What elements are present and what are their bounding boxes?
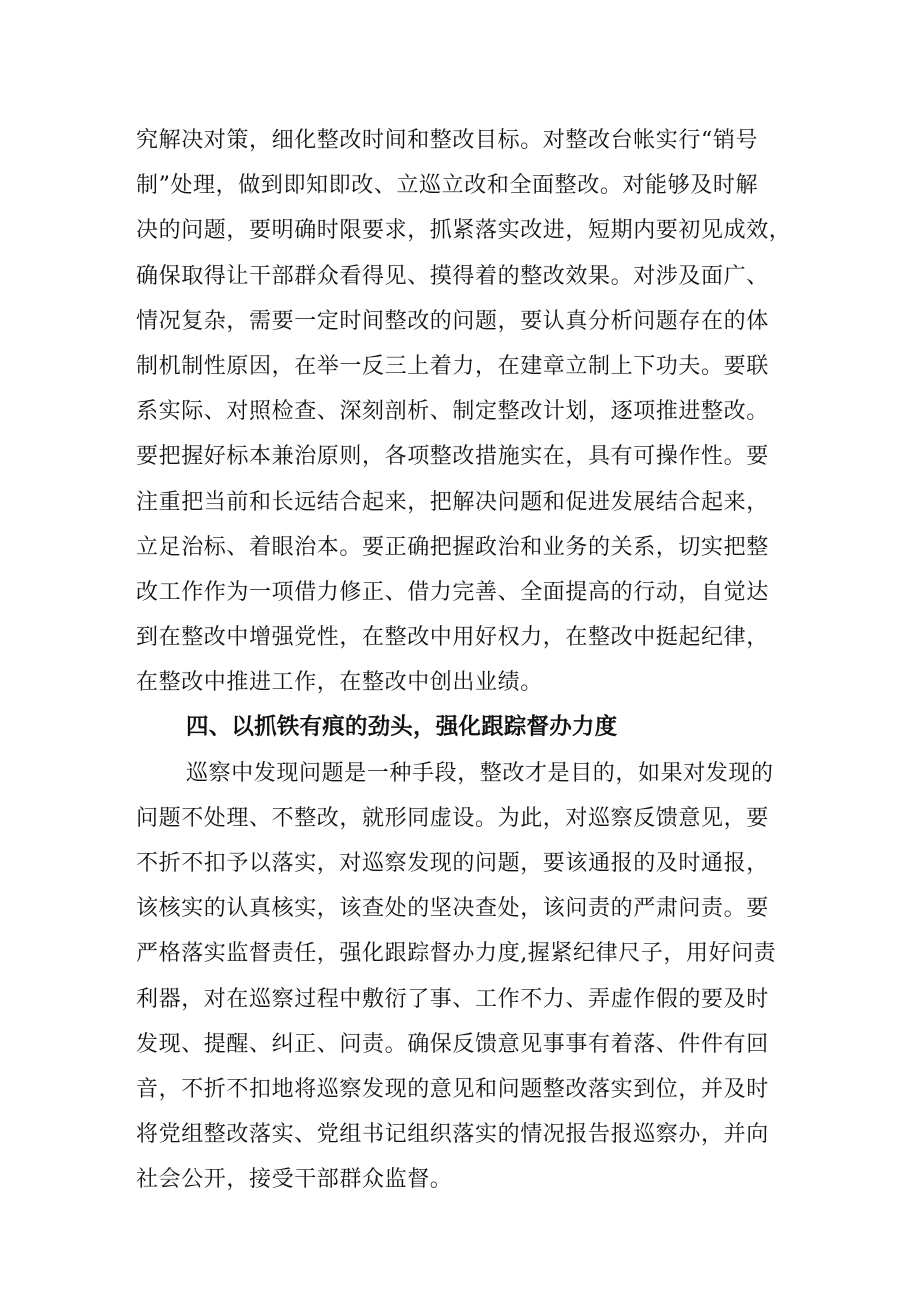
paragraph-1-line: 立足治标、着眼治本。要正确把握政治和业务的关系，切实把整: [136, 534, 769, 560]
paragraph-1-line: 制机制性原因，在举一反三上着力，在建章立制上下功夫。要联: [136, 353, 769, 379]
section-4-line: 发现、提醒、纠正、问责。确保反馈意见事事有着落、件件有回: [136, 1031, 769, 1057]
section-4-line: 严格落实监督责任，强化跟踪督办力度,握紧纪律尺子，用好问责: [136, 941, 777, 967]
paragraph-1-line: 注重把当前和长远结合起来，把解决问题和促进发展结合起来，: [136, 489, 769, 515]
paragraph-1-line: 在整改中推进工作，在整改中创出业绩。: [136, 670, 543, 696]
paragraph-1-line: 制”处理，做到即知即改、立巡立改和全面整改。对能够及时解: [136, 173, 759, 199]
paragraph-1-line: 改工作作为一项借力修正、借力完善、全面提高的行动，自觉达: [136, 579, 769, 605]
section-4-heading: 四、以抓铁有痕的劲头，强化跟踪督办力度: [186, 714, 618, 741]
paragraph-1-line: 究解决对策，细化整改时间和整改目标。对整改台帐实行“销号: [136, 128, 759, 153]
section-4-line: 利器，对在巡察过程中敷衍了事、工作不力、弄虚作假的要及时: [136, 986, 769, 1012]
paragraph-1-line: 系实际、对照检查、深刻剖析、制定整改计划，逐项推进整改。: [136, 399, 769, 425]
section-4-line: 该核实的认真核实，该查处的坚决查处，该问责的严肃问责。要: [136, 896, 769, 922]
paragraph-1-line: 情况复杂，需要一定时间整改的问题，要认真分析问题存在的体: [136, 308, 769, 334]
section-4-line: 问题不处理、不整改，就形同虚设。为此，对巡察反馈意见，要: [136, 805, 769, 831]
paragraph-1-line: 到在整改中增强党性，在整改中用好权力，在整改中挺起纪律，: [136, 625, 769, 651]
section-4-line: 巡察中发现问题是一种手段，整改才是目的，如果对发现的: [186, 760, 774, 786]
section-4-line: 不折不扣予以落实，对巡察发现的问题，要该通报的及时通报，: [136, 851, 769, 876]
paragraph-1-line: 决的问题，要明确时限要求，抓紧落实改进，短期内要初见成效，: [136, 218, 792, 244]
paragraph-1-line: 确保取得让干部群众看得见、摸得着的整改效果。对涉及面广、: [136, 263, 769, 289]
paragraph-1-line: 要把握好标本兼治原则，各项整改措施实在，具有可操作性。要: [136, 444, 769, 470]
section-4-line: 社会公开，接受干部群众监督。: [136, 1167, 453, 1193]
section-4-line: 音，不折不扣地将巡察发现的意见和问题整改落实到位，并及时: [136, 1076, 769, 1102]
body-text: [136, 118, 816, 1203]
section-4-line: 将党组整改落实、党组书记组织落实的情况报告报巡察办，并向: [136, 1122, 769, 1148]
